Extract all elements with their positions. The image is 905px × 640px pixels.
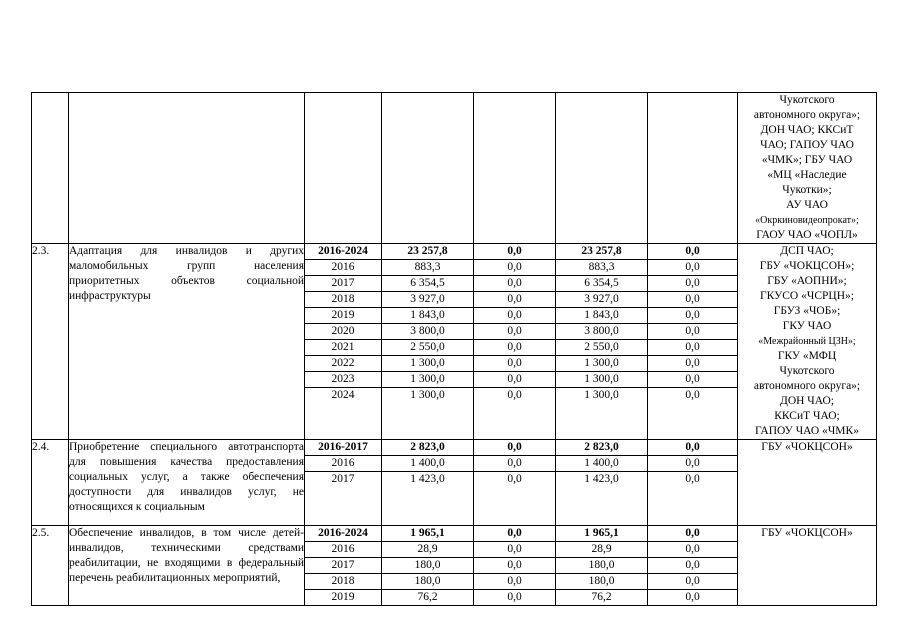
- other-cell: [648, 440, 738, 526]
- value: 0,0: [648, 260, 737, 276]
- value: 0,0: [648, 324, 737, 340]
- value: 0,0: [648, 372, 737, 388]
- executor-line: Чукотки»;: [782, 184, 832, 196]
- table-row: [32, 244, 877, 440]
- value: 180,0: [556, 574, 647, 590]
- value: 28,9: [382, 542, 473, 558]
- value: 883,3: [382, 260, 473, 276]
- year: 2017: [305, 558, 381, 574]
- executor-line: ГАПОУ ЧАО «ЧМК»: [755, 425, 859, 437]
- okrug-cell: [556, 526, 648, 606]
- total-cell: [382, 244, 474, 440]
- federal-cell: [474, 526, 556, 606]
- table-row: [32, 526, 877, 606]
- years-cell: [305, 440, 382, 526]
- year: 2018: [305, 574, 381, 590]
- value: 0,0: [474, 356, 555, 372]
- value: 0,0: [648, 356, 737, 372]
- executor-line: Чукотского: [779, 365, 835, 377]
- value: 0,0: [474, 372, 555, 388]
- executor-line: АУ ЧАО: [786, 199, 828, 211]
- value: 180,0: [382, 574, 473, 590]
- year-period: 2016-2024: [305, 526, 381, 542]
- value: 0,0: [474, 308, 555, 324]
- value: 2 823,0: [556, 440, 647, 456]
- measure-name: Адаптация для инвалидов и других маломобильных групп населения приоритетных объектов социальной инфраструктуры: [69, 244, 305, 440]
- value: 1 965,1: [556, 526, 647, 542]
- years-cell: [305, 244, 382, 440]
- value: 1 400,0: [556, 456, 647, 472]
- value: 28,9: [556, 542, 647, 558]
- value: 0,0: [648, 340, 737, 356]
- row-number: 2.3.: [32, 244, 69, 440]
- value: 883,3: [556, 260, 647, 276]
- years-cell: [305, 526, 382, 606]
- year: 2020: [305, 324, 381, 340]
- value: 180,0: [382, 558, 473, 574]
- value: 0,0: [648, 558, 737, 574]
- executor-line: Чукотского: [779, 94, 835, 106]
- year-period: 2016-2024: [305, 244, 381, 260]
- value: 1 300,0: [410, 389, 445, 401]
- value: 0,0: [507, 473, 522, 485]
- value: 3 927,0: [556, 292, 647, 308]
- table-row: [32, 93, 877, 244]
- value: 0,0: [474, 324, 555, 340]
- okrug-cell: [556, 93, 648, 244]
- executor-line: ГБУ «ЧОКЦСОН»: [761, 527, 853, 539]
- executor-line: ГБУ «ЧОКЦСОН»: [761, 441, 853, 453]
- executor-line: «МЦ «Наследие: [767, 169, 847, 181]
- executor-line: ДОН ЧАО;: [779, 395, 835, 407]
- executor-line: «Межрайонный ЦЗН»;: [758, 336, 856, 347]
- year: 2016: [305, 260, 381, 276]
- measure-name: [69, 93, 305, 244]
- executors-cell: [738, 93, 877, 244]
- row-number: 2.4.: [32, 440, 69, 526]
- value: 1 300,0: [556, 372, 647, 388]
- year: 2023: [305, 372, 381, 388]
- executor-line: «Окркиновидеопрокат»;: [755, 215, 859, 226]
- value: 0,0: [474, 526, 555, 542]
- executor-line: автономного округа»;: [753, 380, 861, 392]
- value: 1 300,0: [382, 356, 473, 372]
- table-row: [32, 440, 877, 526]
- year-period: 2016-2017: [305, 440, 381, 456]
- value: 0,0: [648, 456, 737, 472]
- value: 0,0: [474, 440, 555, 456]
- total-cell: [382, 93, 474, 244]
- executors-cell: [738, 244, 877, 440]
- executor-line: ГКУ «МФЦ: [777, 350, 837, 362]
- value: 0,0: [474, 574, 555, 590]
- value: 76,2: [417, 591, 438, 603]
- value: 0,0: [648, 276, 737, 292]
- measure-name: Приобретение специального автотранспорта для повышения качества предоставления социальных услуг, а также обеспечения доступности для инвалидов услуг, не относящихся к социальным: [69, 440, 305, 526]
- year: 2016: [305, 456, 381, 472]
- value: 0,0: [474, 542, 555, 558]
- value: 0,0: [474, 292, 555, 308]
- value: 0,0: [474, 340, 555, 356]
- executor-line: «ЧМК»; ГБУ ЧАО: [761, 154, 853, 166]
- value: 180,0: [556, 558, 647, 574]
- executor-line: ГКУ ЧАО: [782, 320, 832, 332]
- total-cell: [382, 526, 474, 606]
- row-number: 2.5.: [32, 526, 69, 606]
- value: 0,0: [648, 574, 737, 590]
- value: 0,0: [507, 591, 522, 603]
- executor-line: ГБУ «ЧОКЦСОН»;: [759, 260, 855, 272]
- program-table: [31, 92, 877, 606]
- value: 1 300,0: [584, 389, 619, 401]
- executor-line: автономного округа»;: [753, 109, 861, 121]
- value: 2 550,0: [556, 340, 647, 356]
- executor-line: ГАОУ ЧАО «ЧОПЛ»: [756, 229, 858, 241]
- other-cell: [648, 93, 738, 244]
- federal-cell: [474, 244, 556, 440]
- value: 3 800,0: [556, 324, 647, 340]
- value: 1 965,1: [382, 526, 473, 542]
- year: 2016: [305, 542, 381, 558]
- executor-line: ГБУ «АОПНИ»;: [767, 275, 847, 287]
- executor-line: ЧАО; ГАПОУ ЧАО: [760, 139, 854, 151]
- value: 2 550,0: [382, 340, 473, 356]
- value: 0,0: [474, 558, 555, 574]
- total-cell: [382, 440, 474, 526]
- value: 1 300,0: [556, 356, 647, 372]
- value: 0,0: [648, 308, 737, 324]
- years-cell: [305, 93, 382, 244]
- value: 0,0: [648, 440, 737, 456]
- federal-cell: [474, 440, 556, 526]
- value: 1 423,0: [410, 473, 445, 485]
- value: 0,0: [648, 542, 737, 558]
- value: 0,0: [648, 244, 737, 260]
- federal-cell: [474, 93, 556, 244]
- year: 2021: [305, 340, 381, 356]
- value: 1 300,0: [382, 372, 473, 388]
- year: 2019: [331, 591, 355, 603]
- value: 3 800,0: [382, 324, 473, 340]
- measure-name: Обеспечение инвалидов, в том числе детей-инвалидов, техническими средствами реабилитации, не входящими в федеральный перечень реабилитационных мероприятий,: [69, 526, 305, 606]
- value: 0,0: [474, 456, 555, 472]
- value: 6 354,5: [382, 276, 473, 292]
- executor-line: ДСП ЧАО;: [780, 245, 834, 257]
- value: 23 257,8: [556, 244, 647, 260]
- value: 2 823,0: [382, 440, 473, 456]
- value: 1 843,0: [556, 308, 647, 324]
- value: 0,0: [507, 389, 522, 401]
- value: 0,0: [685, 473, 700, 485]
- year: 2019: [305, 308, 381, 324]
- value: 1 400,0: [382, 456, 473, 472]
- year: 2022: [305, 356, 381, 372]
- year: 2017: [331, 473, 355, 485]
- value: 3 927,0: [382, 292, 473, 308]
- value: 1 423,0: [584, 473, 619, 485]
- value: 0,0: [648, 526, 737, 542]
- value: 0,0: [474, 276, 555, 292]
- okrug-cell: [556, 244, 648, 440]
- other-cell: [648, 244, 738, 440]
- year: 2024: [331, 389, 355, 401]
- executor-line: ГКУСО «ЧСРЦН»;: [760, 290, 854, 302]
- value: 0,0: [685, 591, 700, 603]
- value: 0,0: [474, 260, 555, 276]
- okrug-cell: [556, 440, 648, 526]
- executors-cell: [738, 440, 877, 526]
- value: 76,2: [591, 591, 612, 603]
- year: 2018: [305, 292, 381, 308]
- value: 0,0: [685, 389, 700, 401]
- executor-line: ККСиТ ЧАО;: [774, 410, 840, 422]
- executor-line: ГБУЗ «ЧОБ»;: [773, 305, 841, 317]
- value: 1 843,0: [382, 308, 473, 324]
- value: 6 354,5: [556, 276, 647, 292]
- other-cell: [648, 526, 738, 606]
- executors-cell: [738, 526, 877, 606]
- row-number: [32, 93, 69, 244]
- year: 2017: [305, 276, 381, 292]
- value: 0,0: [474, 244, 555, 260]
- executor-line: ДОН ЧАО; ККСиТ: [760, 124, 854, 136]
- value: 23 257,8: [382, 244, 473, 260]
- value: 0,0: [648, 292, 737, 308]
